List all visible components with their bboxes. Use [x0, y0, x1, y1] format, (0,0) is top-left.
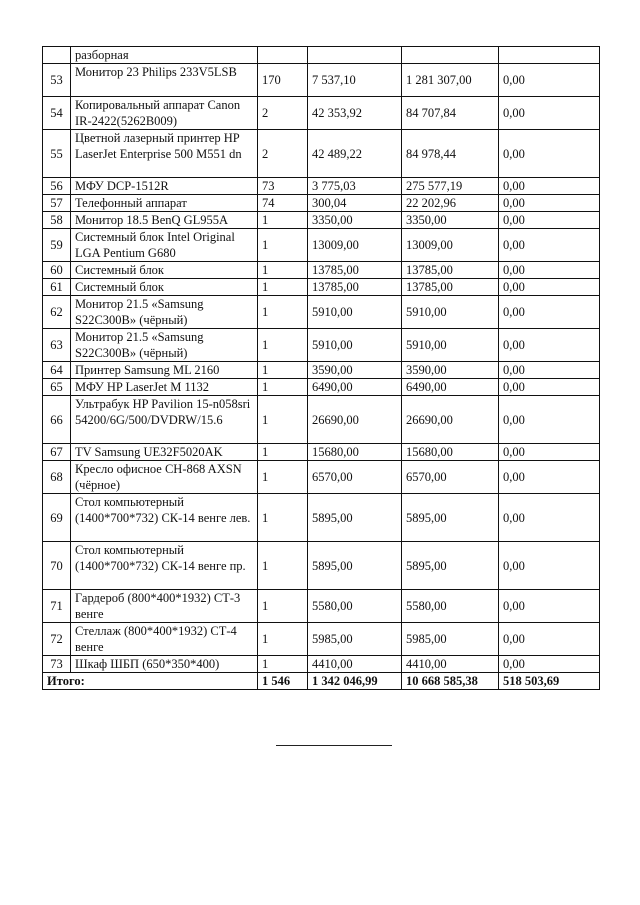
item-name: Стеллаж (800*400*1932) СТ-4 венге [71, 623, 258, 656]
table-row [43, 656, 600, 673]
item-price: 26690,00 [308, 396, 402, 444]
item-extra: 0,00 [499, 195, 600, 212]
item-extra: 0,00 [499, 623, 600, 656]
row-number: 69 [43, 494, 71, 542]
item-price: 13785,00 [308, 279, 402, 296]
row-number: 55 [43, 130, 71, 178]
item-price: 3590,00 [308, 362, 402, 379]
row-number: 62 [43, 296, 71, 329]
item-extra: 0,00 [499, 494, 600, 542]
item-name: разборная [71, 47, 258, 64]
row-number: 65 [43, 379, 71, 396]
item-extra: 0,00 [499, 296, 600, 329]
item-qty: 1 [258, 461, 308, 494]
item-qty [258, 47, 308, 64]
item-qty: 1 [258, 329, 308, 362]
table-row [43, 379, 600, 396]
item-qty: 74 [258, 195, 308, 212]
inventory-table [42, 46, 600, 690]
row-number: 59 [43, 229, 71, 262]
item-price: 6490,00 [308, 379, 402, 396]
item-price: 42 353,92 [308, 97, 402, 130]
item-sum: 84 707,84 [402, 97, 499, 130]
item-sum: 5895,00 [402, 542, 499, 590]
item-name: Системный блок Intel Original LGA Pentium G680 [71, 229, 258, 262]
row-number: 73 [43, 656, 71, 673]
table-row [43, 64, 600, 97]
table-row [43, 178, 600, 195]
item-extra: 0,00 [499, 362, 600, 379]
table-row [43, 229, 600, 262]
row-number: 56 [43, 178, 71, 195]
item-price: 5895,00 [308, 494, 402, 542]
table-row [43, 623, 600, 656]
item-qty: 1 [258, 379, 308, 396]
item-price: 5895,00 [308, 542, 402, 590]
row-number: 64 [43, 362, 71, 379]
item-sum: 5895,00 [402, 494, 499, 542]
item-sum: 6490,00 [402, 379, 499, 396]
item-extra: 0,00 [499, 656, 600, 673]
signature-line [276, 745, 392, 746]
item-name: Ультрабук HP Pavilion 15-n058sri 54200/6G/500/DVDRW/15.6 [71, 396, 258, 444]
item-extra: 0,00 [499, 461, 600, 494]
item-price: 15680,00 [308, 444, 402, 461]
item-qty: 1 [258, 362, 308, 379]
item-sum: 4410,00 [402, 656, 499, 673]
table-row [43, 542, 600, 590]
row-number: 70 [43, 542, 71, 590]
total-row [43, 673, 600, 690]
item-qty: 1 [258, 212, 308, 229]
table-row [43, 362, 600, 379]
item-name: Стол компьютерный (1400*700*732) СК-14 венге пр. [71, 542, 258, 590]
item-sum: 84 978,44 [402, 130, 499, 178]
item-name: Шкаф ШБП (650*350*400) [71, 656, 258, 673]
table-row [43, 47, 600, 64]
item-extra: 0,00 [499, 97, 600, 130]
item-qty: 1 [258, 542, 308, 590]
row-number: 57 [43, 195, 71, 212]
row-number: 66 [43, 396, 71, 444]
inventory-rows [43, 47, 600, 673]
item-qty: 1 [258, 444, 308, 461]
item-price: 13009,00 [308, 229, 402, 262]
item-price: 7 537,10 [308, 64, 402, 97]
item-price: 5910,00 [308, 329, 402, 362]
item-sum: 15680,00 [402, 444, 499, 461]
row-number: 54 [43, 97, 71, 130]
item-price: 300,04 [308, 195, 402, 212]
item-sum: 13009,00 [402, 229, 499, 262]
item-name: Телефонный аппарат [71, 195, 258, 212]
item-extra: 0,00 [499, 212, 600, 229]
item-sum [402, 47, 499, 64]
item-name: Системный блок [71, 262, 258, 279]
item-extra: 0,00 [499, 130, 600, 178]
item-price: 5985,00 [308, 623, 402, 656]
table-row [43, 494, 600, 542]
row-number: 71 [43, 590, 71, 623]
item-qty: 73 [258, 178, 308, 195]
table-row [43, 590, 600, 623]
item-qty: 2 [258, 130, 308, 178]
table-row [43, 97, 600, 130]
item-name: TV Samsung UE32F5020AK [71, 444, 258, 461]
total-label: Итого: [43, 673, 258, 690]
row-number: 58 [43, 212, 71, 229]
item-name: Гардероб (800*400*1932) СТ-3 венге [71, 590, 258, 623]
item-extra: 0,00 [499, 396, 600, 444]
item-name: Монитор 18.5 BenQ GL955A [71, 212, 258, 229]
item-sum: 5985,00 [402, 623, 499, 656]
item-price: 5910,00 [308, 296, 402, 329]
item-name: МФУ DCP-1512R [71, 178, 258, 195]
item-qty: 1 [258, 279, 308, 296]
item-sum: 26690,00 [402, 396, 499, 444]
item-qty: 1 [258, 229, 308, 262]
item-qty: 2 [258, 97, 308, 130]
item-extra: 0,00 [499, 444, 600, 461]
item-qty: 1 [258, 396, 308, 444]
item-name: Цветной лазерный принтер HP LaserJet Enterprise 500 M551 dn [71, 130, 258, 178]
table-row [43, 461, 600, 494]
item-extra: 0,00 [499, 329, 600, 362]
row-number: 53 [43, 64, 71, 97]
item-qty: 1 [258, 590, 308, 623]
item-name: Монитор 21.5 «Samsung S22C300B» (чёрный) [71, 296, 258, 329]
total-sum: 10 668 585,38 [402, 673, 499, 690]
table-row [43, 279, 600, 296]
table-row [43, 444, 600, 461]
item-price [308, 47, 402, 64]
item-qty: 1 [258, 623, 308, 656]
item-name: Стол компьютерный (1400*700*732) СК-14 венге лев. [71, 494, 258, 542]
item-sum: 22 202,96 [402, 195, 499, 212]
table-row [43, 396, 600, 444]
item-extra: 0,00 [499, 279, 600, 296]
item-price: 4410,00 [308, 656, 402, 673]
item-name: Системный блок [71, 279, 258, 296]
item-sum: 5580,00 [402, 590, 499, 623]
item-qty: 1 [258, 494, 308, 542]
item-qty: 170 [258, 64, 308, 97]
item-sum: 5910,00 [402, 329, 499, 362]
item-price: 5580,00 [308, 590, 402, 623]
row-number: 61 [43, 279, 71, 296]
row-number: 67 [43, 444, 71, 461]
item-price: 6570,00 [308, 461, 402, 494]
table-row [43, 195, 600, 212]
item-qty: 1 [258, 296, 308, 329]
item-name: Кресло офисное CH-868 AXSN (чёрное) [71, 461, 258, 494]
table-row [43, 212, 600, 229]
item-sum: 5910,00 [402, 296, 499, 329]
total-price: 1 342 046,99 [308, 673, 402, 690]
item-qty: 1 [258, 262, 308, 279]
item-extra: 0,00 [499, 64, 600, 97]
row-number: 68 [43, 461, 71, 494]
row-number: 72 [43, 623, 71, 656]
row-number: 60 [43, 262, 71, 279]
total-qty: 1 546 [258, 673, 308, 690]
item-sum: 3350,00 [402, 212, 499, 229]
item-qty: 1 [258, 656, 308, 673]
item-price: 3350,00 [308, 212, 402, 229]
table-row [43, 130, 600, 178]
item-name: МФУ HP LaserJet M 1132 [71, 379, 258, 396]
item-extra: 0,00 [499, 590, 600, 623]
item-extra: 0,00 [499, 262, 600, 279]
row-number: 63 [43, 329, 71, 362]
item-extra: 0,00 [499, 229, 600, 262]
item-name: Принтер Samsung ML 2160 [71, 362, 258, 379]
row-number [43, 47, 71, 64]
item-price: 42 489,22 [308, 130, 402, 178]
item-price: 3 775,03 [308, 178, 402, 195]
item-name: Копировальный аппарат Canon IR-2422(5262B009) [71, 97, 258, 130]
item-sum: 3590,00 [402, 362, 499, 379]
item-extra: 0,00 [499, 379, 600, 396]
item-sum: 275 577,19 [402, 178, 499, 195]
item-sum: 6570,00 [402, 461, 499, 494]
total-extra: 518 503,69 [499, 673, 600, 690]
table-row [43, 329, 600, 362]
item-sum: 13785,00 [402, 262, 499, 279]
table-row [43, 262, 600, 279]
item-sum: 13785,00 [402, 279, 499, 296]
item-price: 13785,00 [308, 262, 402, 279]
item-extra [499, 47, 600, 64]
item-extra: 0,00 [499, 542, 600, 590]
item-sum: 1 281 307,00 [402, 64, 499, 97]
table-row [43, 296, 600, 329]
item-name: Монитор 23 Philips 233V5LSB [71, 64, 258, 97]
item-name: Монитор 21.5 «Samsung S22C300B» (чёрный) [71, 329, 258, 362]
item-extra: 0,00 [499, 178, 600, 195]
